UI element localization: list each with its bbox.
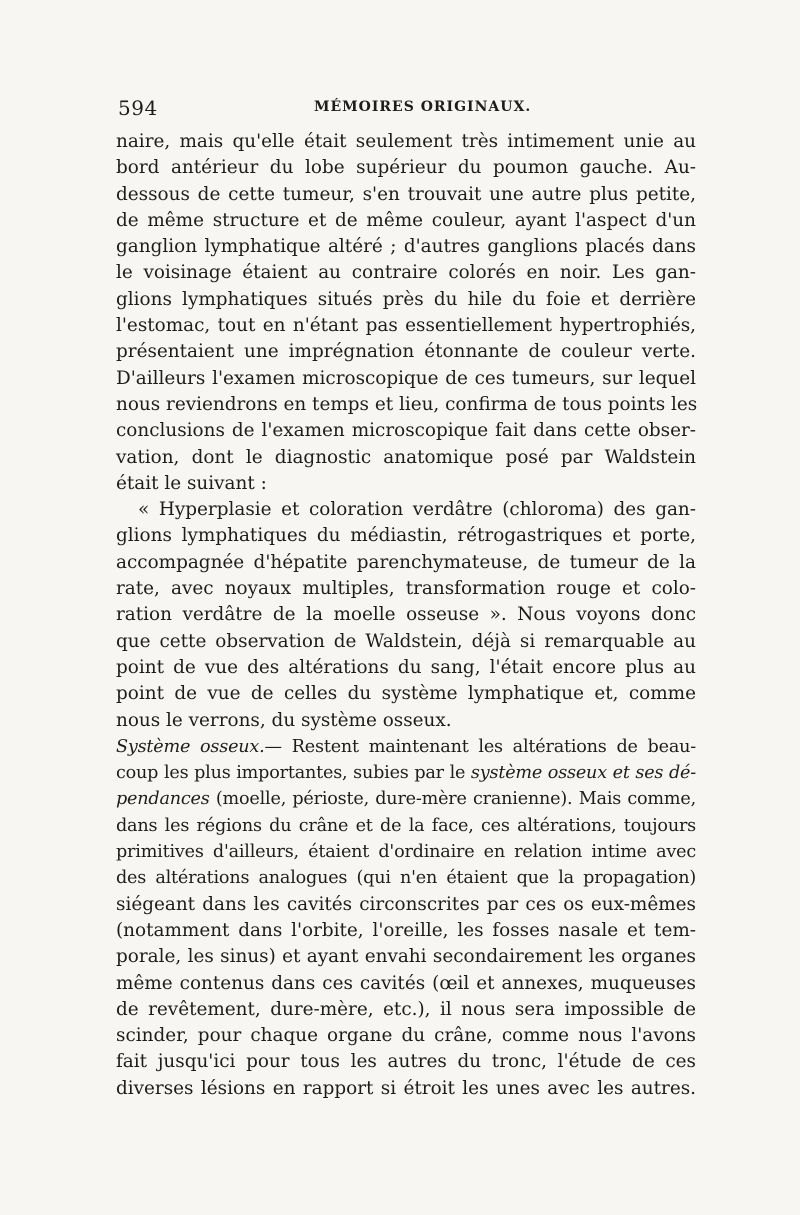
text-line: D'ailleurs l'examen microscopique de ces tumeurs, sur lequel: [116, 367, 696, 389]
text-line: glions lymphatiques situés près du hile du foie et derrière: [116, 288, 696, 310]
text-line: présentaient une imprégnation étonnante de couleur verte.: [116, 341, 696, 363]
page-number: 594: [118, 96, 158, 120]
section-text: — Restent maintenant les altérations de beau-: [264, 736, 696, 757]
quote-line: accompagnée d'hépatite parenchymateuse, de tumeur de la: [116, 551, 696, 573]
running-head: MÉMOIRES ORIGINAUX.: [314, 99, 532, 115]
section-line: [116, 760, 696, 786]
text-line: ration verdâtre de la moelle osseuse ». Nous voyons donc: [116, 604, 696, 626]
section-line: (notamment dans l'orbite, l'oreille, les fosses nasale et tem-: [116, 919, 696, 941]
page-header: [118, 96, 698, 126]
section-line: scinder, pour chaque organe du crâne, comme nous l'avons: [116, 1025, 696, 1047]
section-line: porale, les sinus) et ayant envahi secondairement les organes: [116, 946, 696, 968]
text-line: l'estomac, tout en n'étant pas essentiellement hypertrophiés,: [116, 315, 696, 337]
section-line: dans les régions du crâne et de la face, ces altérations, toujours: [116, 815, 696, 836]
text-line: point de vue de celles du système lymphatique et, comme: [116, 683, 696, 705]
text-line: conclusions de l'examen microscopique fait dans cette obser-: [116, 420, 696, 442]
section-line: des altérations analogues (qui n'en étaient que la propagation): [116, 868, 696, 889]
section-line: siégeant dans les cavités circonscrites par ces os eux-mêmes: [116, 893, 696, 915]
quote-line: « Hyperplasie et coloration verdâtre (chloroma) des gan-: [138, 499, 696, 521]
section-line: diverses lésions en rapport si étroit les unes avec les autres.: [116, 1077, 696, 1099]
section-line: de revêtement, dure-mère, etc.), il nous sera impossible de: [116, 998, 696, 1020]
text-line: vation, dont le diagnostic anatomique posé par Waldstein: [116, 446, 696, 468]
text-line: le voisinage étaient au contraire colorés en noir. Les gan-: [116, 262, 696, 284]
body-text: [116, 129, 696, 1102]
section-first-line: [116, 734, 696, 760]
text-line: que cette observation de Waldstein, déjà si remarquable au: [116, 630, 696, 652]
text-line: de même structure et de même couleur, ayant l'aspect d'un: [116, 209, 696, 231]
section-emphasis: pendances: [116, 789, 210, 810]
section-line: fait jusqu'ici pour tous les autres du tronc, l'étude de ces: [116, 1051, 696, 1073]
section-line: [116, 786, 696, 812]
text-line: point de vue des altérations du sang, l'était encore plus au: [116, 656, 696, 678]
text-line: dessous de cette tumeur, s'en trouvait une autre plus petite,: [116, 183, 696, 205]
text-line: était le suivant :: [116, 472, 267, 494]
text-line: ganglion lymphatique altéré ; d'autres ganglions placés dans: [116, 236, 696, 258]
section-line: même contenus dans ces cavités (œil et annexes, muqueuses: [116, 972, 696, 994]
section-line: primitives d'ailleurs, étaient d'ordinaire en relation intime avec: [116, 842, 696, 863]
section-text: (moelle, périoste, dure-mère cranienne). Mais comme,: [209, 789, 696, 810]
text-line: bord antérieur du lobe supérieur du poumon gauche. Au-: [116, 157, 696, 179]
section-emphasis: système osseux et ses dé-: [470, 763, 696, 784]
quote-line: glions lymphatiques du médiastin, rétrogastriques et porte,: [116, 525, 696, 547]
section-text: coup les plus importantes, subies par le: [116, 763, 471, 784]
quote-line: rate, avec noyaux multiples, transformation rouge et colo-: [116, 578, 696, 600]
text-line: naire, mais qu'elle était seulement très intimement unie au: [116, 131, 696, 152]
section-title: Système osseux.: [116, 736, 265, 757]
text-line: nous le verrons, du système osseux.: [116, 709, 452, 731]
text-line: nous reviendrons en temps et lieu, confirma de tous points les: [116, 393, 698, 415]
